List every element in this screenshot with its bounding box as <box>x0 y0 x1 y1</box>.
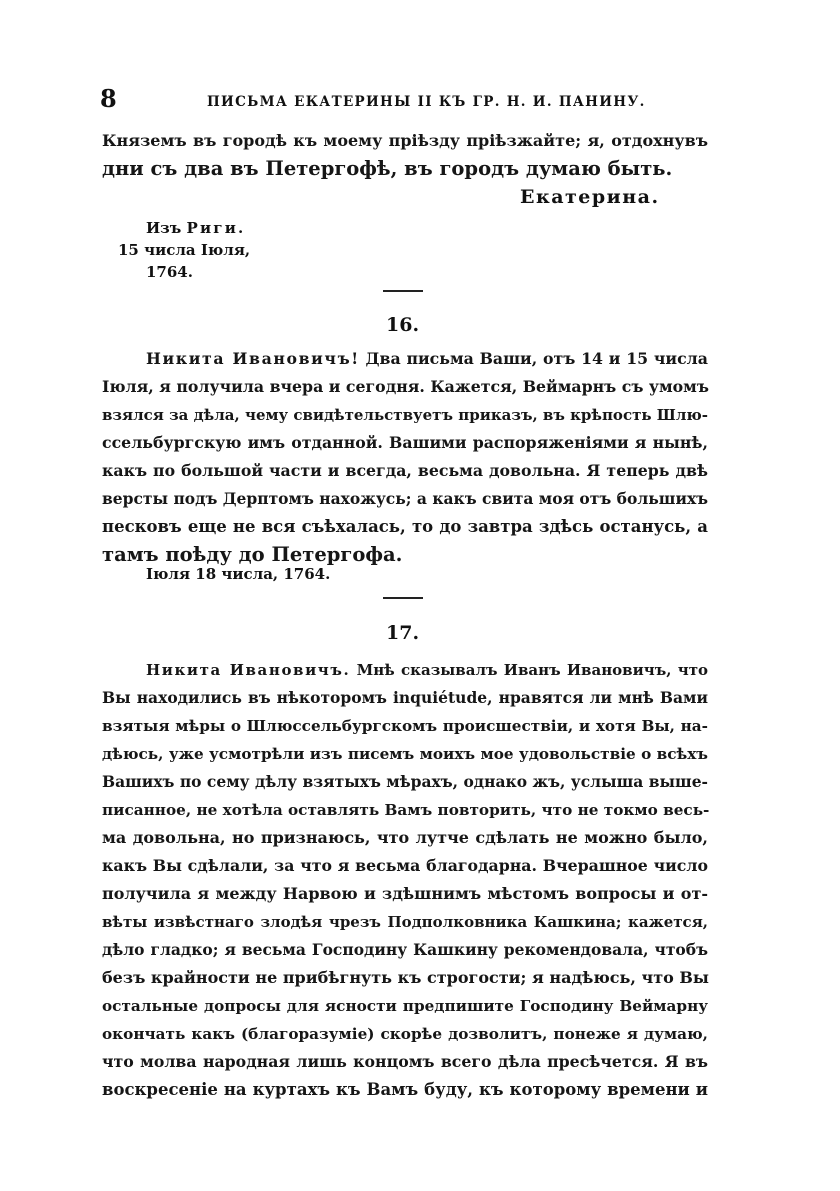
salutation: Никита Ивановичъ. <box>146 661 351 679</box>
text-line: Княземъ въ городѣ къ моему прiѣзду прiѣзжайте; я, отдохнувъ <box>102 131 708 150</box>
text-line: песковъ еще не вся съѣхалась, то до завтра здѣсь останусь, а <box>102 517 708 536</box>
letter-date: 15 числа Iюля, <box>118 241 251 259</box>
place-prefix: Изъ <box>146 219 182 237</box>
running-head <box>100 84 718 114</box>
text-line: дѣло гладко; я весьма Господину Кашкину рекомендовала, чтобъ <box>102 940 708 959</box>
section-divider <box>383 597 423 599</box>
section-divider <box>383 290 423 292</box>
text-line: окончать какъ (благоразумiе) скорѣе дозволитъ, понеже я думаю, <box>102 1025 708 1043</box>
salutation: Никита Ивановичъ! <box>146 349 360 368</box>
text-line: версты подъ Дерптомъ нахожусь; а какъ свита моя отъ большихъ <box>102 489 709 508</box>
text-run: Два письма Ваши, отъ 14 и 15 числа <box>365 349 708 368</box>
text-line: какъ Вы сдѣлали, за что я весьма благодарна. Вчерашное число <box>102 856 708 875</box>
text-line: Iюля, я получила вчера и сегодня. Кажется, Веймарнъ съ умомъ <box>102 377 709 396</box>
text-line: какъ по большой части и всегда, весьма довольна. Я теперь двѣ <box>102 461 708 480</box>
letter-year: 1764. <box>146 263 193 281</box>
text-line: писанное, не хотѣла оставлять Вамъ повторить, что не токмо весь- <box>102 801 710 819</box>
text-line: вѣты извѣстнаго злодѣя чрезъ Подполковника Кашкина; кажется, <box>102 913 708 931</box>
running-title: ПИСЬМА ЕКАТЕРИНЫ II КЪ ГР. Н. И. ПАНИНУ. <box>207 94 646 110</box>
text-line: остальные допросы для ясности предпишите Господину Веймарну <box>102 997 708 1015</box>
text-line: взялся за дѣла, чему свидѣтельствуетъ приказъ, въ крѣпость Шлю- <box>102 406 708 424</box>
text-line: получила я между Нарвою и здѣшнимъ мѣстомъ вопросы и от- <box>102 884 708 903</box>
text-line: Вашихъ по сему дѣлу взятыхъ мѣрахъ, однако жъ, услыша выше- <box>102 772 708 791</box>
page-number: 8 <box>100 84 117 113</box>
text-line-first <box>146 656 708 684</box>
text-line: что молва народная лишь концомъ всего дѣла пресѣчется. Я въ <box>102 1052 708 1071</box>
letter-number: 17. <box>386 622 420 644</box>
text-line: ма довольна, но признаюсь, что лутче сдѣлать не можно было, <box>102 828 708 847</box>
signature: Екатерина. <box>520 186 660 208</box>
text-line: дни съ два въ Петергофѣ, въ городъ думаю быть. <box>102 157 673 180</box>
text-line: ссельбургскую имъ отданной. Вашими распоряженiями я нынѣ, <box>102 433 708 452</box>
letter-place <box>146 217 245 239</box>
place-name: Риги. <box>186 219 246 237</box>
letter-number: 16. <box>386 314 420 336</box>
text-line: взятыя мѣры о Шлюссельбургскомъ происшествiи, и хотя Вы, на- <box>102 717 708 735</box>
text-line-first <box>146 345 708 373</box>
text-line: тамъ поѣду до Петергофа. <box>102 543 403 566</box>
text-line: Вы находились въ нѣкоторомъ inquiétude, нравятся ли мнѣ Вами <box>102 688 708 707</box>
text-line: безъ крайности не прибѣгнуть къ строгости; я надѣюсь, что Вы <box>102 968 709 987</box>
text-line: воскресенiе на куртахъ къ Вамъ буду, къ которому времени и <box>102 1080 708 1099</box>
text-run: Мнѣ сказывалъ Иванъ Ивановичъ, что <box>356 661 708 679</box>
text-line: дѣюсь, уже усмотрѣли изъ писемъ моихъ мое удовольствiе о всѣхъ <box>102 745 708 763</box>
letter-date: Iюля 18 числа, 1764. <box>146 565 331 583</box>
